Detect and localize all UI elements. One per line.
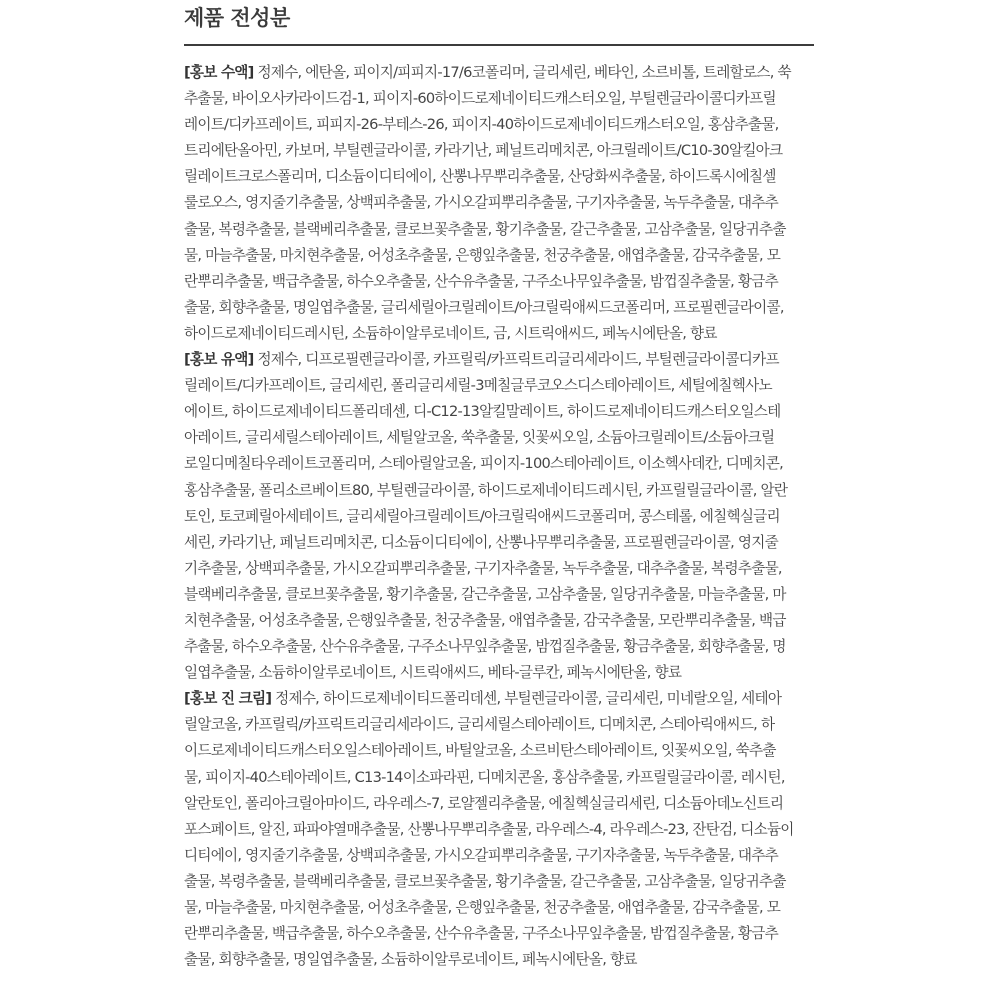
ingredient-line: [184, 321, 820, 347]
ingredient-text: 출물, 복령추출물, 블랙베리추출물, 클로브꽃추출물, 황기추출물, 갈근추출물, 고삼추출물, 일당귀추출: [184, 220, 786, 238]
ingredient-text: 디티에이, 영지줄기추출물, 상백피추출물, 가시오갈피뿌리추출물, 구기자추출물, 녹두추출물, 대추추: [184, 846, 778, 864]
ingredient-text: 출물, 복령추출물, 블랙베리추출물, 클로브꽃추출물, 황기추출물, 갈근추출물, 고삼추출물, 일당귀추출: [184, 872, 786, 890]
ingredient-text: 알란토인, 폴리아크릴아마이드, 라우레스-7, 로얄젤리추출물, 에칠헥실글리세린, 디소듐아데노신트리: [184, 794, 784, 812]
ingredient-text: 레이트/디카프레이트, 피피지-26-부테스-26, 피이지-40하이드로제네이티드캐스터오일, 홍삼추출물,: [184, 116, 779, 134]
ingredient-line: [184, 425, 820, 451]
ingredient-line: [184, 608, 820, 634]
ingredient-text: 로일디메칠타우레이트코폴리머, 스테아릴알코올, 피이지-100스테아레이트, 이소헥사데칸, 디메치콘,: [184, 455, 784, 473]
section-label: [홍보 수액]: [184, 64, 254, 81]
ingredient-line: [184, 712, 820, 738]
ingredient-text: 정제수, 하이드로제네이티드폴리데센, 부틸렌글라이콜, 글리세린, 미네랄오일, 세테아: [271, 690, 782, 708]
ingredient-text: 물, 피이지-40스테아레이트, C13-14이소파라핀, 디메치콘올, 홍삼추출물, 카프릴릴글라이콜, 레시틴,: [184, 768, 785, 786]
ingredient-text: 룰로오스, 영지줄기추출물, 상백피추출물, 가시오갈피뿌리추출물, 구기자추출물, 녹두추출물, 대추추: [184, 194, 778, 212]
ingredient-text: 토인, 토코페릴아세테이트, 글리세릴아크릴레이트/아크릴릭애씨드코폴리머, 콩스테롤, 에칠헥실글리: [184, 507, 780, 525]
ingredient-line: [184, 765, 820, 791]
ingredient-line: [184, 634, 820, 660]
ingredient-text: 치현추출물, 어성초추출물, 은행잎추출물, 천궁추출물, 애엽추출물, 감국추출물, 모란뿌리추출물, 백급: [184, 611, 786, 629]
ingredient-line: [184, 86, 820, 112]
ingredients-list: [184, 60, 820, 973]
ingredient-text: 추출물, 바이오사카라이드검-1, 피이지-60하이드로제네이티드캐스터오일, 부틸렌글라이콜디카프릴: [184, 90, 776, 108]
ingredient-text: 출물, 회향추출물, 명일엽추출물, 글리세릴아크릴레이트/아크릴릭애씨드코폴리머, 프로필렌글라이콜,: [184, 298, 784, 316]
section-first-line: [184, 686, 820, 712]
ingredient-text: 세린, 카라기난, 페닐트리메치콘, 디소듐이디티에이, 산뽕나무뿌리추출물, 프로필렌글라이콜, 영지줄: [184, 533, 778, 551]
ingredient-text: 출물, 회향추출물, 명일엽추출물, 소듐하이알루로네이트, 페녹시에탄올, 향료: [184, 951, 637, 969]
ingredient-text: 란뿌리추출물, 백급추출물, 하수오추출물, 산수유추출물, 구주소나무잎추출물, 밤껍질추출물, 황금추: [184, 272, 778, 290]
ingredient-text: 추출물, 하수오추출물, 산수유추출물, 구주소나무잎추출물, 밤껍질추출물, 황금추출물, 회향추출물, 명: [184, 638, 786, 656]
ingredient-line: [184, 738, 820, 764]
ingredient-text: 트리에탄올아민, 카보머, 부틸렌글라이콜, 카라기난, 페닐트리메치콘, 아크릴레이트/C10-30알킬아크: [184, 142, 783, 160]
ingredient-line: [184, 869, 820, 895]
ingredient-line: [184, 478, 820, 504]
ingredient-line: [184, 399, 820, 425]
ingredient-line: [184, 269, 820, 295]
ingredient-line: [184, 217, 820, 243]
ingredient-line: [184, 138, 820, 164]
ingredient-text: 홍삼추출물, 폴리소르베이트80, 부틸렌글라이콜, 하이드로제네이티드레시틴, 카프릴릴글라이콜, 알란: [184, 481, 788, 499]
ingredient-line: [184, 373, 820, 399]
ingredient-text: 하이드로제네이티드레시틴, 소듐하이알루로네이트, 금, 시트릭애씨드, 페녹시에탄올, 향료: [184, 324, 717, 342]
ingredient-text: 포스페이트, 알진, 파파야열매추출물, 산뽕나무뿌리추출물, 라우레스-4, 라우레스-23, 잔탄검, 디소듐이: [184, 820, 794, 838]
ingredient-text: 릴알코올, 카프릴릭/카프릭트리글리세라이드, 글리세릴스테아레이트, 디메치콘, 스테아릭애씨드, 하: [184, 716, 775, 734]
ingredient-line: [184, 582, 820, 608]
ingredient-text: 물, 마늘추출물, 마치현추출물, 어성초추출물, 은행잎추출물, 천궁추출물, 애엽추출물, 감국추출물, 모: [184, 899, 781, 916]
ingredient-text: 블랙베리추출물, 클로브꽃추출물, 황기추출물, 갈근추출물, 고삼추출물, 일당귀추출물, 마늘추출물, 마: [184, 585, 786, 603]
ingredient-line: [184, 164, 820, 190]
section-first-line: [184, 60, 820, 86]
title-divider: [184, 44, 814, 46]
ingredient-line: [184, 295, 820, 321]
ingredient-line: [184, 556, 820, 582]
ingredient-line: [184, 243, 820, 269]
ingredient-line: [184, 190, 820, 216]
ingredient-text: 정제수, 에탄올, 피이지/피피지-17/6코폴리머, 글리세린, 베타인, 소르비톨, 트레할로스, 쑥: [253, 64, 791, 81]
section-label: [홍보 진 크림]: [184, 690, 272, 708]
ingredient-line: [184, 660, 820, 686]
ingredient-text: 에이트, 하이드로제네이티드폴리데센, 디-C12-13알킬말레이트, 하이드로제네이티드캐스터오일스테: [184, 403, 781, 421]
ingredient-line: [184, 112, 820, 138]
ingredient-line: [184, 921, 820, 947]
section-label: [홍보 유액]: [184, 351, 254, 369]
ingredient-text: 일엽추출물, 소듐하이알루로네이트, 시트릭애씨드, 베타-글루칸, 페녹시에탄올, 향료: [184, 664, 682, 682]
section-first-line: [184, 347, 820, 373]
ingredient-text: 아레이트, 글리세릴스테아레이트, 세틸알코올, 쑥추출물, 잇꽃씨오일, 소듐아크릴레이트/소듐아크릴: [184, 429, 775, 447]
ingredient-line: [184, 895, 820, 921]
ingredient-text: 정제수, 디프로필렌글라이콜, 카프릴릭/카프릭트리글리세라이드, 부틸렌글라이콜디카프: [253, 351, 779, 369]
ingredient-text: 기추출물, 상백피추출물, 가시오갈피뿌리추출물, 구기자추출물, 녹두추출물, 대추추출물, 복령추출물,: [184, 559, 782, 577]
ingredient-line: [184, 843, 820, 869]
ingredient-text: 릴레이트크로스폴리머, 디소듐이디티에이, 산뽕나무뿌리추출물, 산당화씨추출물, 하이드록시에칠셀: [184, 168, 776, 186]
ingredient-line: [184, 451, 820, 477]
ingredient-line: [184, 947, 820, 973]
ingredient-line: [184, 791, 820, 817]
ingredient-text: 물, 마늘추출물, 마치현추출물, 어성초추출물, 은행잎추출물, 천궁추출물, 애엽추출물, 감국추출물, 모: [184, 246, 781, 264]
page-title: 제품 전성분: [184, 6, 290, 30]
ingredient-text: 이드로제네이티드캐스터오일스테아레이트, 바틸알코올, 소르비탄스테아레이트, 잇꽃씨오일, 쑥추출: [184, 742, 776, 760]
ingredient-text: 릴레이트/디카프레이트, 글리세린, 폴리글리세릴-3메칠글루코오스디스테아레이트, 세틸에칠헥사노: [184, 377, 772, 395]
ingredient-line: [184, 530, 820, 556]
ingredient-line: [184, 504, 820, 530]
ingredient-text: 란뿌리추출물, 백급추출물, 하수오추출물, 산수유추출물, 구주소나무잎추출물, 밤껍질추출물, 황금추: [184, 925, 778, 943]
ingredient-line: [184, 817, 820, 843]
